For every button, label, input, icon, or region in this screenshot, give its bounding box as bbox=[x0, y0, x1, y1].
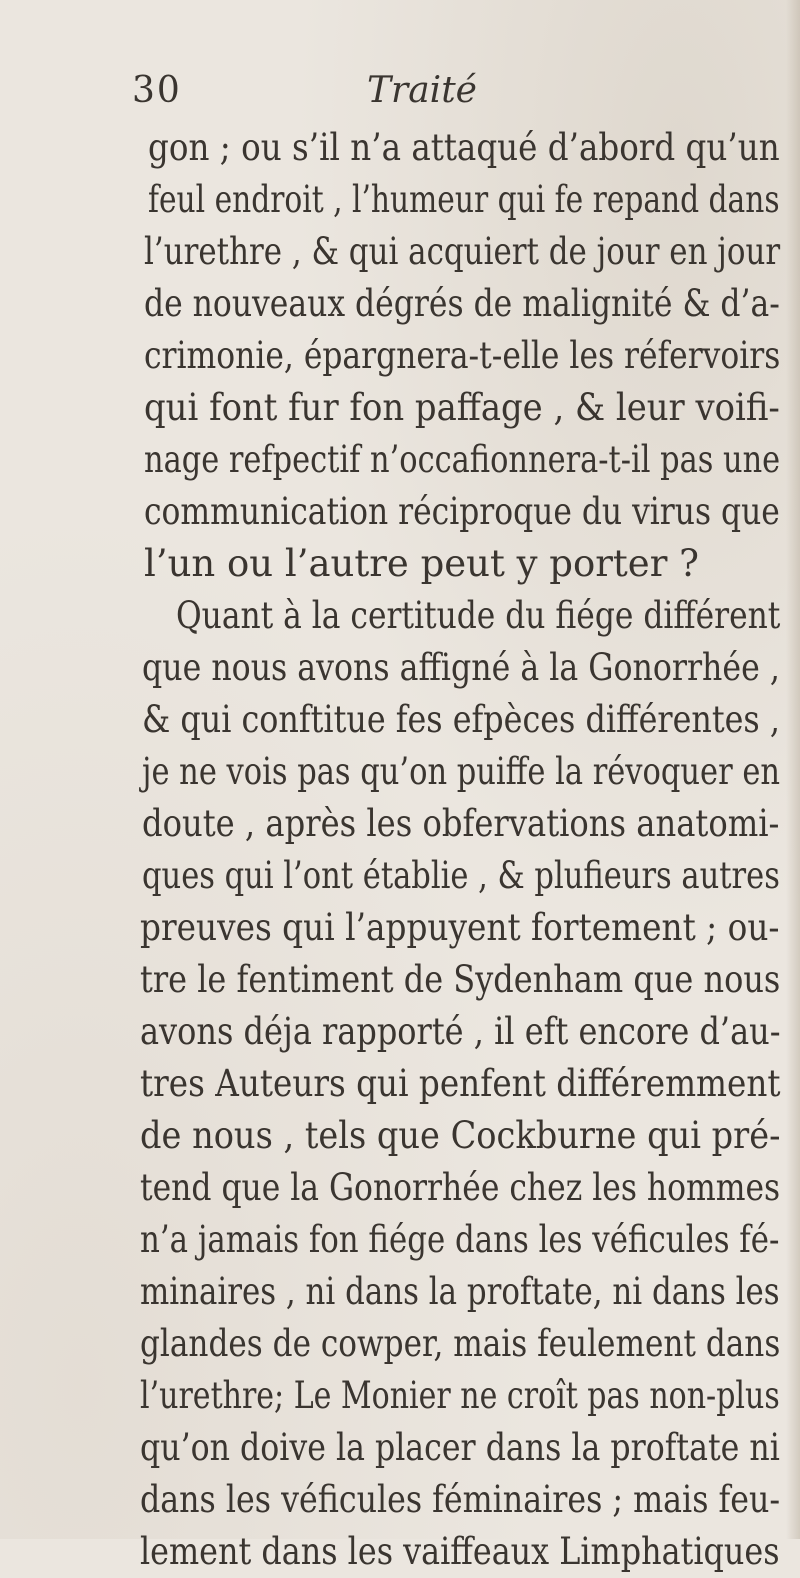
page-header bbox=[132, 70, 692, 122]
text-line: communication réciproque du virus que bbox=[144, 490, 780, 533]
text-line: lement dans les vaiffeaux Limphatiques bbox=[140, 1530, 780, 1573]
text-line: gon ; ou s’il n’a attaqué d’abord qu’un bbox=[148, 126, 780, 169]
text-line: que nous avons affigné à la Gonorrhée , bbox=[142, 646, 780, 689]
text-line: tre le fentiment de Sydenham que nous bbox=[140, 958, 781, 1001]
text-line: l’urethre , & qui acquiert de jour en jour bbox=[144, 230, 781, 273]
text-line: qu’on doive la placer dans la proftate ni bbox=[140, 1426, 780, 1469]
text-line: l’un ou l’autre peut y porter ? bbox=[144, 542, 699, 585]
text-line: doute , après les obfervations anatomi- bbox=[142, 802, 780, 845]
text-line: n’a jamais fon fiége dans les véficules fé- bbox=[140, 1218, 780, 1261]
page-number: 30 bbox=[132, 70, 182, 111]
text-line: glandes de cowper, mais feulement dans bbox=[140, 1322, 781, 1365]
text-line: & qui conftitue fes efpèces différentes , bbox=[142, 698, 780, 741]
text-line: dans les véficules féminaires ; mais feu- bbox=[140, 1478, 781, 1521]
running-title: Traité bbox=[367, 70, 477, 111]
text-line: tend que la Gonorrhée chez les hommes bbox=[140, 1166, 781, 1209]
text-line: tres Auteurs qui penfent différemment bbox=[140, 1062, 781, 1105]
text-line: de nouveaux dégrés de malignité & d’a- bbox=[144, 282, 780, 325]
text-line: qui font fur fon paffage , & leur voifi- bbox=[144, 386, 780, 429]
text-line: de nous , tels que Cockburne qui pré- bbox=[140, 1114, 781, 1157]
text-line: avons déja rapporté , il eft encore d’au- bbox=[140, 1010, 781, 1053]
text-line: minaires , ni dans la proftate, ni dans les bbox=[140, 1270, 780, 1313]
text-line: feul endroit , l’humeur qui fe repand dans bbox=[148, 178, 780, 221]
text-line: nage refpectif n’occafionnera-t-il pas une bbox=[144, 438, 781, 481]
page-edge-shadow bbox=[786, 0, 800, 1539]
text-line: l’urethre; Le Monier ne croît pas non-plus bbox=[140, 1374, 780, 1417]
text-line: je ne vois pas qu’on puiffe la révoquer en bbox=[142, 750, 781, 793]
text-line: ques qui l’ont établie , & plufieurs autres bbox=[142, 854, 780, 897]
text-line: preuves qui l’appuyent fortement ; ou- bbox=[140, 906, 780, 949]
text-line: crimonie, épargnera-t-elle les réfervoirs bbox=[144, 334, 781, 377]
text-line: Quant à la certitude du fiége différent bbox=[176, 594, 781, 637]
